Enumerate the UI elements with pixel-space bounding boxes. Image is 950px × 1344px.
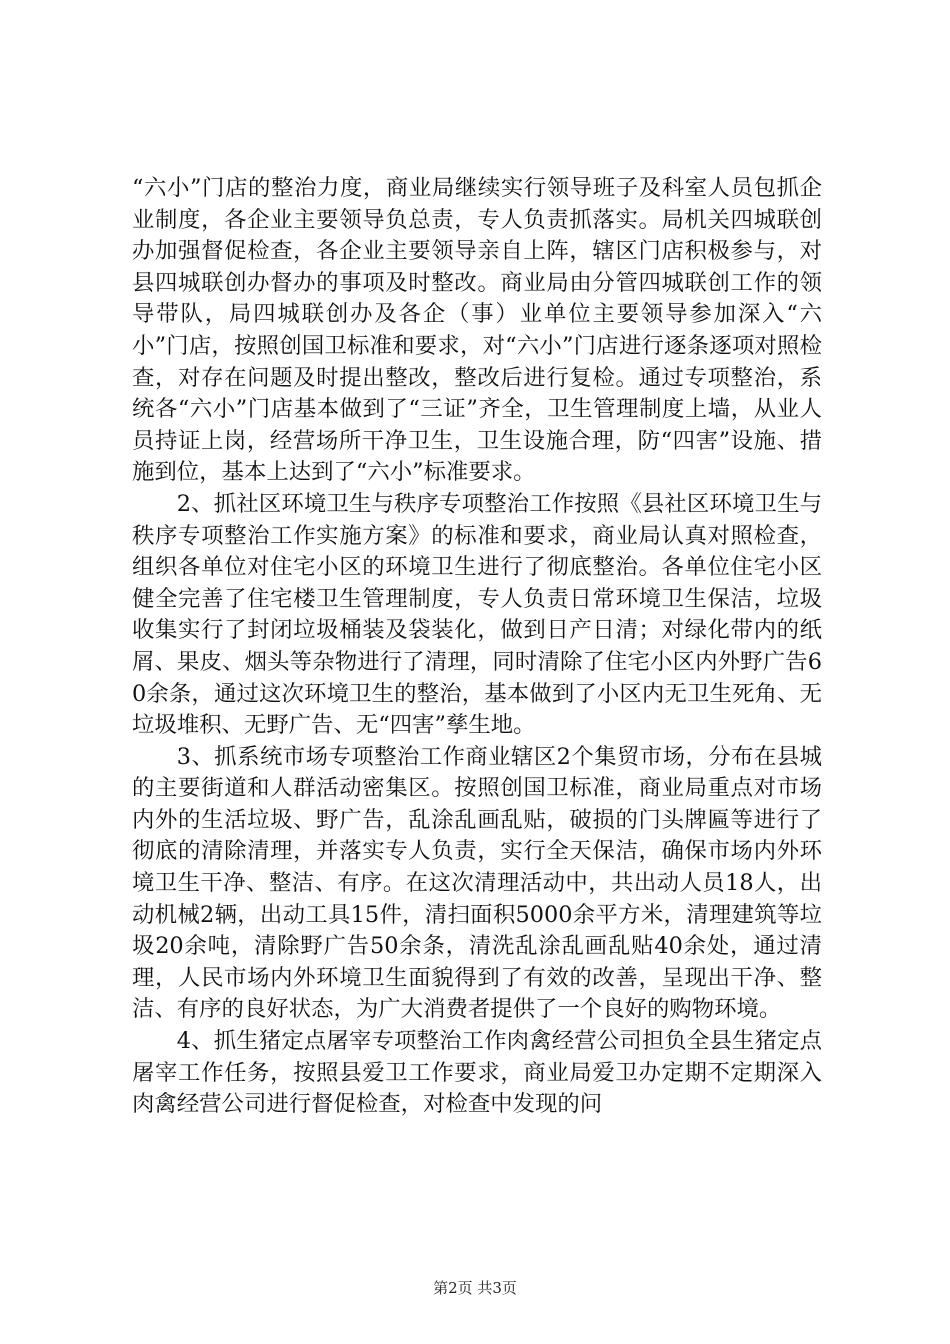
paragraph-1: “六小”门店的整治力度，商业局继续实行领导班子及科室人员包抓企业制度，各企业主要领导负总责，专人负责抓落实。局机关四城联创办加强督促检查，各企业主要领导亲自上阵，辖区门店积极参与，对县四城联创办督办的事项及时整改。商业局由分管四城联创工作的领导带队，局四城联创办及各企（事）业单位主要领导参加深入“六小”门店，按照创国卫标准和要求，对“六小”门店进行逐条逐项对照检查，对存在问题及时提出整改，整改后进行复检。通过专项整治，系统各“六小”门店基本做到了“三证”齐全，卫生管理制度上墙，从业人员持证上岗，经营场所干净卫生，卫生设施合理，防“四害”设施、措施到位，基本上达到了“六小”标准要求。 — [132, 175, 822, 486]
document-body — [132, 173, 822, 1121]
paragraph-2: 2、抓社区环境卫生与秩序专项整治工作按照《县社区环境卫生与秩序专项整治工作实施方案》的标准和要求，商业局认真对照检查，组织各单位对住宅小区的环境卫生进行了彻底整治。各单位住宅小区健全完善了住宅楼卫生管理制度，专人负责日常环境卫生保洁，垃圾收集实行了封闭垃圾桶装及袋装化，做到日产日清；对绿化带内的纸屑、果皮、烟头等杂物进行了清理，同时清除了住宅小区内外野广告60余条，通过这次环境卫生的整治，基本做到了小区内无卫生死角、无垃圾堆积、无野广告、无“四害”孳生地。 — [132, 490, 822, 739]
page-number-footer: 第2页 共3页 — [433, 1279, 517, 1297]
paragraph-4: 4、抓生猪定点屠宰专项整治工作肉禽经营公司担负全县生猪定点屠宰工作任务，按照县爱卫工作要求，商业局爱卫办定期不定期深入肉禽经营公司进行督促检查，对检查中发现的问 — [132, 1028, 822, 1118]
paragraph-3: 3、抓系统市场专项整治工作商业辖区2个集贸市场，分布在县城的主要街道和人群活动密集区。按照创国卫标准，商业局重点对市场内外的生活垃圾、野广告，乱涂乱画乱贴，破损的门头牌匾等进行了彻底的清除清理，并落实专人负责，实行全天保洁，确保市场内外环境卫生干净、整洁、有序。在这次清理活动中，共出动人员18人，出动机械2辆，出动工具15件，清扫面积5000余平方米，清理建筑等垃圾20余吨，清除野广告50余条，清洗乱涂乱画乱贴40余处，通过清理，人民市场内外环境卫生面貌得到了有效的改善，呈现出干净、整洁、有序的良好状态，为广大消费者提供了一个良好的购物环境。 — [132, 743, 822, 1023]
